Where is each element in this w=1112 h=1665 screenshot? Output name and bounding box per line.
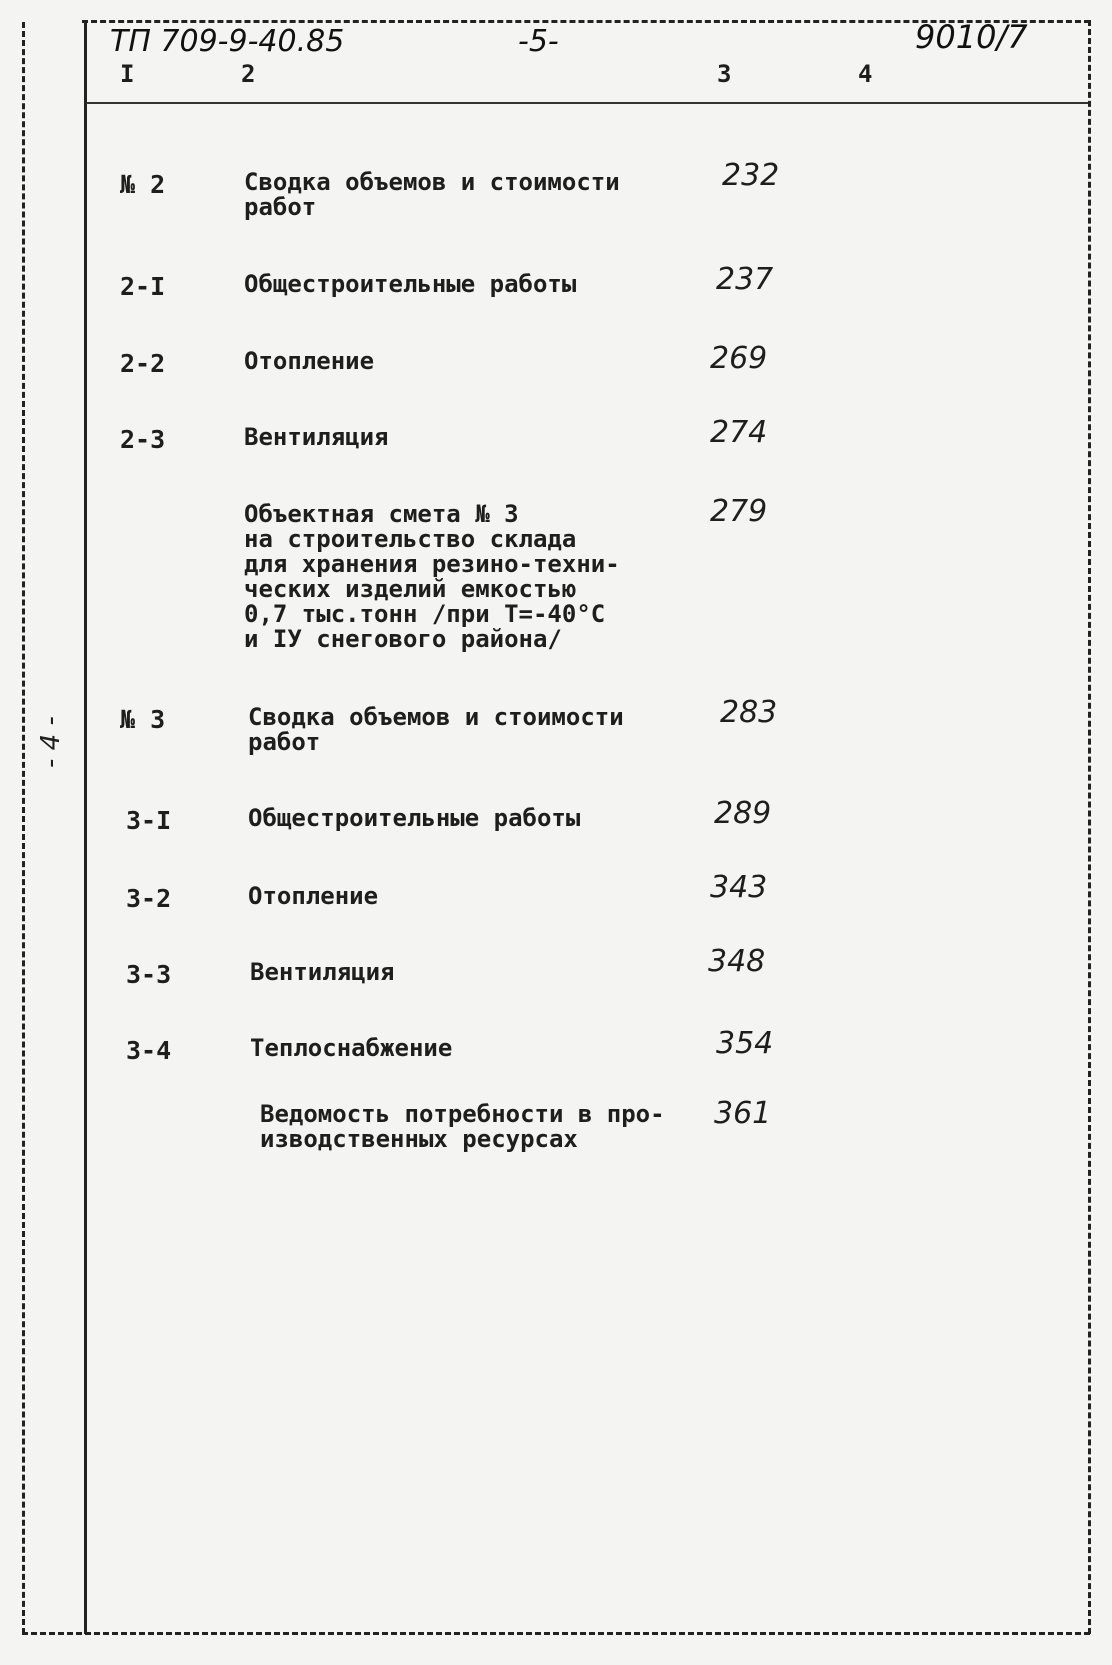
row-page: 279 [710, 494, 768, 529]
frame-bottom-border [22, 1632, 1090, 1635]
frame-inner-left-border [84, 22, 87, 1634]
page-number: -5- [518, 24, 559, 59]
column-header-4: 4 [858, 60, 873, 88]
row-title: Теплоснабжение [250, 1034, 453, 1062]
row-number: № 2 [120, 170, 166, 199]
frame-left-border [22, 22, 25, 1634]
row-page: 237 [716, 262, 774, 297]
row-title: Отопление [244, 347, 375, 375]
row-page: 361 [714, 1096, 772, 1131]
column-header-2: 2 [241, 60, 256, 88]
row-number: 3-3 [126, 960, 172, 989]
side-margin-mark: - 4 - [36, 716, 66, 768]
row-page: 232 [722, 158, 780, 193]
row-title: Общестроительные работы [244, 270, 577, 298]
row-title: Вентиляция [244, 423, 389, 451]
row-page: 348 [708, 944, 766, 979]
frame-right-border [1088, 20, 1091, 1634]
row-title: Ведомость потребности в про- изводственных ресурсах [260, 1100, 665, 1153]
row-title: Вентиляция [250, 958, 395, 986]
row-number: 3-I [126, 806, 172, 835]
row-title: Общестроительные работы [248, 804, 581, 832]
row-number: № 3 [120, 705, 166, 734]
row-page: 289 [714, 796, 772, 831]
row-number: 3-4 [126, 1036, 172, 1065]
row-page: 274 [710, 415, 768, 450]
row-title: Отопление [248, 882, 379, 910]
row-page: 343 [710, 870, 768, 905]
row-number: 2-2 [120, 349, 166, 378]
column-header-1: I [120, 60, 135, 88]
row-page: 354 [716, 1026, 774, 1061]
document-code: ТП 709-9-40.85 [110, 24, 345, 59]
column-header-3: 3 [717, 60, 732, 88]
row-number: 3-2 [126, 884, 172, 913]
row-page: 269 [710, 341, 768, 376]
row-title: Сводка объемов и стоимости работ [244, 168, 620, 221]
row-title: Объектная смета № 3 на строительство склада для хранения резино-техни- ческих изделий емкостью 0,7 тыс.тонн /при Т=-40°С и IУ снегового района/ [244, 500, 620, 653]
row-title: Сводка объемов и стоимости работ [248, 703, 624, 756]
row-page: 283 [720, 695, 778, 730]
row-number: 2-I [120, 272, 166, 301]
row-number: 2-3 [120, 425, 166, 454]
archive-number: 9010/7 [915, 18, 1028, 56]
header-rule [86, 102, 1088, 104]
